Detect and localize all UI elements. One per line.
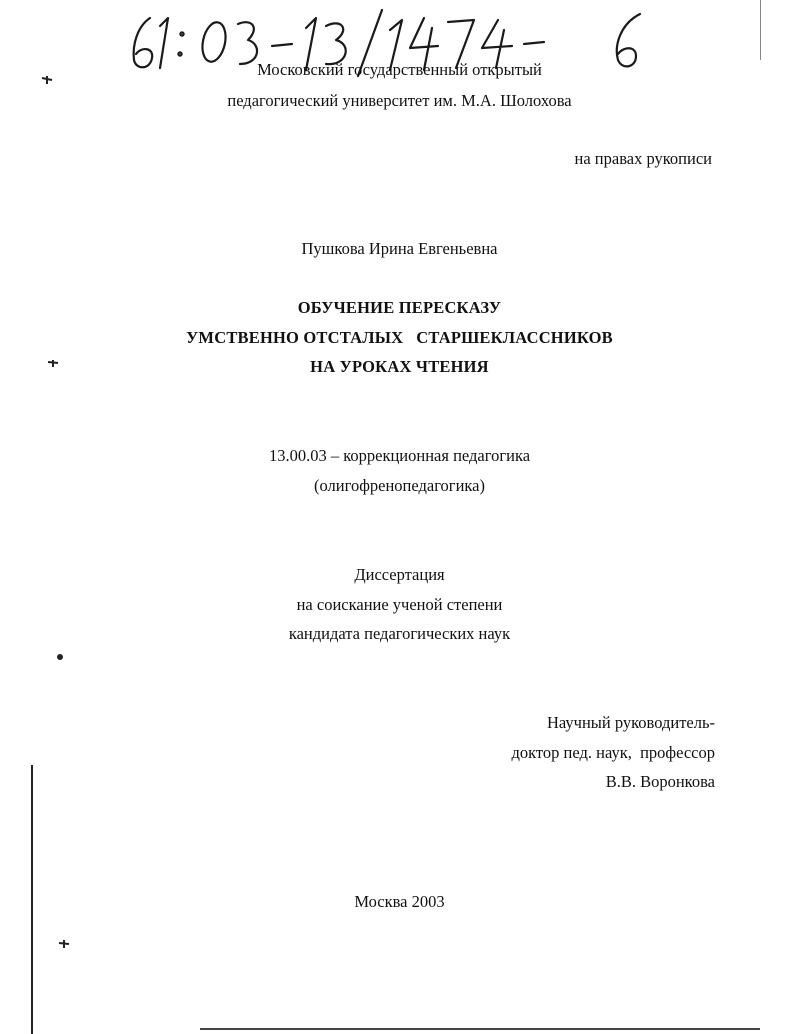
thesis-title-line3: НА УРОКАХ ЧТЕНИЯ	[310, 357, 489, 376]
supervisor-name: В.В. Воронкова	[605, 772, 715, 791]
scan-edge-line	[200, 1028, 760, 1030]
scan-mark	[40, 72, 54, 86]
scan-mark	[58, 938, 70, 950]
degree-line2: на соискание ученой степени	[296, 595, 503, 614]
manuscript-note: на правах рукописи	[574, 149, 712, 168]
specialty-subfield: (олигофренопедагогика)	[314, 476, 485, 495]
thesis-title-line1: ОБУЧЕНИЕ ПЕРЕСКАЗУ	[297, 298, 502, 317]
scan-edge-line	[31, 765, 33, 1034]
scan-edge-line	[760, 0, 761, 60]
university-name-line1: Московский государственный открытый	[257, 60, 542, 79]
city-year: Москва 2003	[354, 892, 445, 911]
university-name-line2: педагогический университет им. М.А. Шолохова	[227, 91, 572, 110]
author-name: Пушкова Ирина Евгеньевна	[301, 239, 498, 258]
supervisor-degree: доктор пед. наук, профессор	[511, 743, 715, 762]
specialty-code: 13.00.03 – коррекционная педагогика	[268, 446, 531, 465]
degree-line1: Диссертация	[354, 565, 445, 584]
scan-mark	[46, 356, 60, 370]
degree-line3: кандидата педагогических наук	[288, 624, 511, 643]
scan-mark	[54, 651, 66, 663]
supervisor-label: Научный руководитель-	[547, 713, 715, 732]
thesis-title-line2: УМСТВЕННО ОТСТАЛЫХ СТАРШЕКЛАССНИКОВ	[186, 328, 613, 347]
